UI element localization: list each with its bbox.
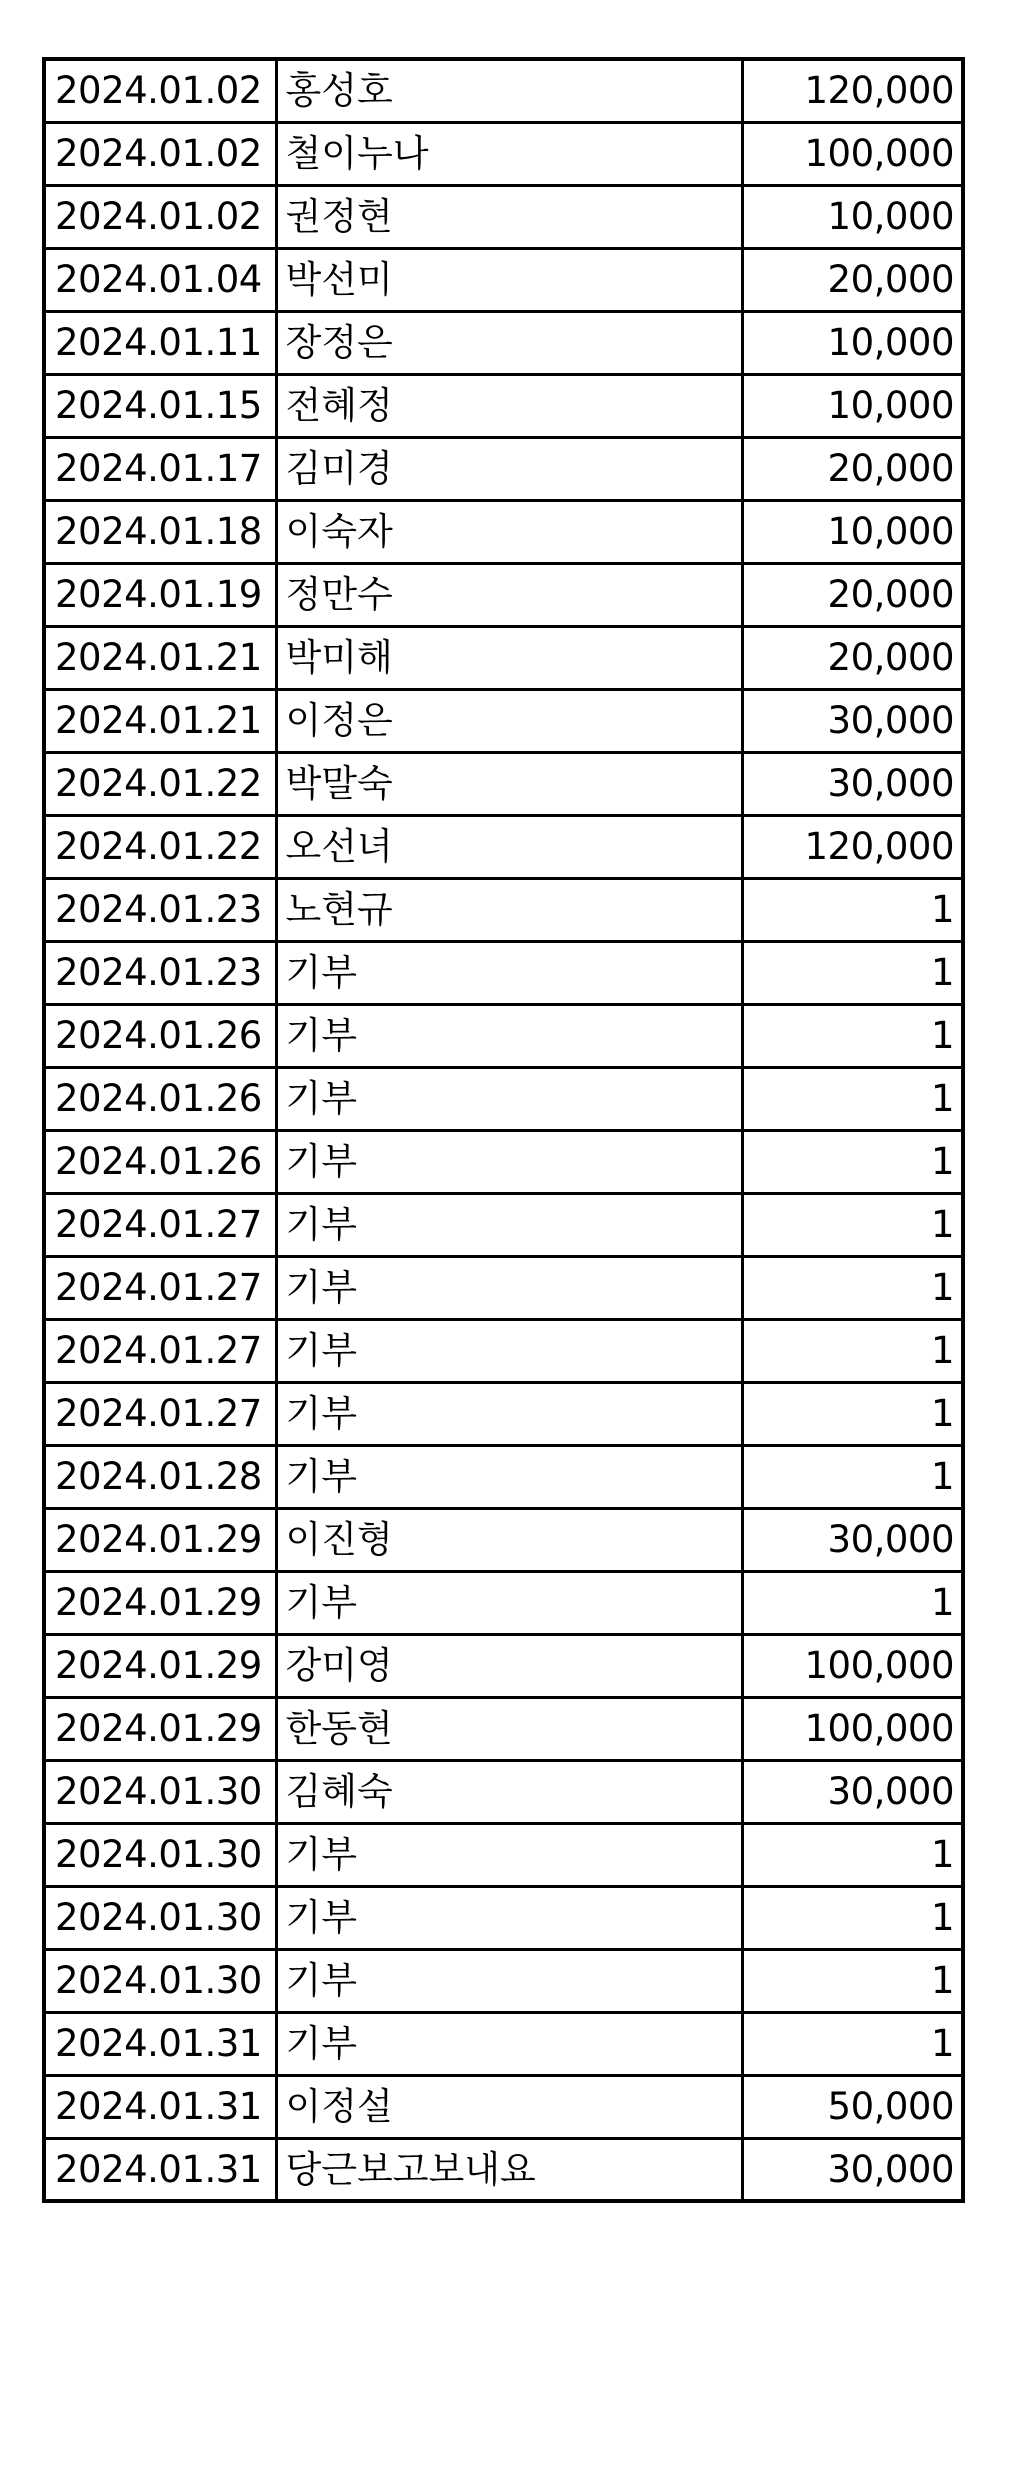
name-cell: 강미영 bbox=[276, 1634, 742, 1697]
amount-cell: 100,000 bbox=[742, 1634, 963, 1697]
table-row bbox=[44, 2012, 963, 2075]
table-row bbox=[44, 1697, 963, 1760]
table-row bbox=[44, 1130, 963, 1193]
name-cell: 박말숙 bbox=[276, 752, 742, 815]
date-cell: 2024.01.17 bbox=[44, 437, 276, 500]
name-cell: 기부 bbox=[276, 1949, 742, 2012]
date-cell: 2024.01.22 bbox=[44, 815, 276, 878]
amount-cell: 1 bbox=[742, 878, 963, 941]
name-cell: 기부 bbox=[276, 1256, 742, 1319]
date-cell: 2024.01.29 bbox=[44, 1634, 276, 1697]
amount-cell: 20,000 bbox=[742, 437, 963, 500]
name-cell: 철이누나 bbox=[276, 122, 742, 185]
date-cell: 2024.01.27 bbox=[44, 1193, 276, 1256]
table-row bbox=[44, 941, 963, 1004]
date-cell: 2024.01.11 bbox=[44, 311, 276, 374]
date-cell: 2024.01.30 bbox=[44, 1823, 276, 1886]
name-cell: 장정은 bbox=[276, 311, 742, 374]
table-row bbox=[44, 500, 963, 563]
name-cell: 기부 bbox=[276, 1445, 742, 1508]
date-cell: 2024.01.18 bbox=[44, 500, 276, 563]
amount-cell: 30,000 bbox=[742, 689, 963, 752]
amount-cell: 100,000 bbox=[742, 1697, 963, 1760]
amount-cell: 1 bbox=[742, 1256, 963, 1319]
amount-cell: 1 bbox=[742, 1571, 963, 1634]
date-cell: 2024.01.30 bbox=[44, 1886, 276, 1949]
date-cell: 2024.01.19 bbox=[44, 563, 276, 626]
amount-cell: 1 bbox=[742, 941, 963, 1004]
table-row bbox=[44, 1949, 963, 2012]
amount-cell: 1 bbox=[742, 1067, 963, 1130]
name-cell: 정만수 bbox=[276, 563, 742, 626]
amount-cell: 1 bbox=[742, 1004, 963, 1067]
amount-cell: 1 bbox=[742, 1319, 963, 1382]
amount-cell: 1 bbox=[742, 1886, 963, 1949]
date-cell: 2024.01.29 bbox=[44, 1697, 276, 1760]
table-row bbox=[44, 374, 963, 437]
amount-cell: 1 bbox=[742, 1382, 963, 1445]
amount-cell: 10,000 bbox=[742, 500, 963, 563]
name-cell: 기부 bbox=[276, 2012, 742, 2075]
donation-ledger-table bbox=[42, 57, 965, 2203]
amount-cell: 20,000 bbox=[742, 248, 963, 311]
date-cell: 2024.01.26 bbox=[44, 1067, 276, 1130]
amount-cell: 1 bbox=[742, 2012, 963, 2075]
date-cell: 2024.01.31 bbox=[44, 2012, 276, 2075]
table-row bbox=[44, 1193, 963, 1256]
date-cell: 2024.01.27 bbox=[44, 1382, 276, 1445]
table-row bbox=[44, 1256, 963, 1319]
table-row bbox=[44, 1823, 963, 1886]
date-cell: 2024.01.27 bbox=[44, 1256, 276, 1319]
table-row bbox=[44, 311, 963, 374]
date-cell: 2024.01.15 bbox=[44, 374, 276, 437]
amount-cell: 1 bbox=[742, 1445, 963, 1508]
date-cell: 2024.01.23 bbox=[44, 878, 276, 941]
date-cell: 2024.01.04 bbox=[44, 248, 276, 311]
ledger-body bbox=[44, 59, 963, 2201]
date-cell: 2024.01.02 bbox=[44, 59, 276, 122]
date-cell: 2024.01.02 bbox=[44, 185, 276, 248]
table-row bbox=[44, 1886, 963, 1949]
amount-cell: 1 bbox=[742, 1193, 963, 1256]
name-cell: 이정설 bbox=[276, 2075, 742, 2138]
amount-cell: 1 bbox=[742, 1130, 963, 1193]
date-cell: 2024.01.27 bbox=[44, 1319, 276, 1382]
table-row bbox=[44, 878, 963, 941]
date-cell: 2024.01.21 bbox=[44, 626, 276, 689]
date-cell: 2024.01.31 bbox=[44, 2075, 276, 2138]
table-row bbox=[44, 1760, 963, 1823]
name-cell: 김혜숙 bbox=[276, 1760, 742, 1823]
name-cell: 한동현 bbox=[276, 1697, 742, 1760]
date-cell: 2024.01.02 bbox=[44, 122, 276, 185]
amount-cell: 20,000 bbox=[742, 626, 963, 689]
table-row bbox=[44, 2075, 963, 2138]
name-cell: 기부 bbox=[276, 1319, 742, 1382]
amount-cell: 1 bbox=[742, 1823, 963, 1886]
name-cell: 이정은 bbox=[276, 689, 742, 752]
date-cell: 2024.01.30 bbox=[44, 1760, 276, 1823]
amount-cell: 100,000 bbox=[742, 122, 963, 185]
name-cell: 박미해 bbox=[276, 626, 742, 689]
name-cell: 이진형 bbox=[276, 1508, 742, 1571]
table-row bbox=[44, 1634, 963, 1697]
amount-cell: 10,000 bbox=[742, 374, 963, 437]
name-cell: 이숙자 bbox=[276, 500, 742, 563]
amount-cell: 10,000 bbox=[742, 311, 963, 374]
table-row bbox=[44, 248, 963, 311]
date-cell: 2024.01.28 bbox=[44, 1445, 276, 1508]
table-row bbox=[44, 1508, 963, 1571]
name-cell: 오선녀 bbox=[276, 815, 742, 878]
table-row bbox=[44, 1445, 963, 1508]
name-cell: 기부 bbox=[276, 1067, 742, 1130]
name-cell: 전혜정 bbox=[276, 374, 742, 437]
name-cell: 기부 bbox=[276, 1382, 742, 1445]
date-cell: 2024.01.21 bbox=[44, 689, 276, 752]
table-row bbox=[44, 1382, 963, 1445]
name-cell: 김미경 bbox=[276, 437, 742, 500]
amount-cell: 30,000 bbox=[742, 1760, 963, 1823]
table-row bbox=[44, 59, 963, 122]
name-cell: 기부 bbox=[276, 1823, 742, 1886]
name-cell: 홍성호 bbox=[276, 59, 742, 122]
amount-cell: 1 bbox=[742, 1949, 963, 2012]
name-cell: 노현규 bbox=[276, 878, 742, 941]
amount-cell: 120,000 bbox=[742, 815, 963, 878]
amount-cell: 30,000 bbox=[742, 752, 963, 815]
date-cell: 2024.01.29 bbox=[44, 1508, 276, 1571]
amount-cell: 10,000 bbox=[742, 185, 963, 248]
name-cell: 당근보고보내요 bbox=[276, 2138, 742, 2201]
amount-cell: 120,000 bbox=[742, 59, 963, 122]
name-cell: 기부 bbox=[276, 1130, 742, 1193]
name-cell: 기부 bbox=[276, 1193, 742, 1256]
table-row bbox=[44, 563, 963, 626]
table-row bbox=[44, 689, 963, 752]
table-row bbox=[44, 815, 963, 878]
name-cell: 기부 bbox=[276, 1004, 742, 1067]
table-row bbox=[44, 437, 963, 500]
date-cell: 2024.01.26 bbox=[44, 1004, 276, 1067]
amount-cell: 20,000 bbox=[742, 563, 963, 626]
name-cell: 기부 bbox=[276, 1886, 742, 1949]
table-row bbox=[44, 185, 963, 248]
table-row bbox=[44, 2138, 963, 2201]
amount-cell: 30,000 bbox=[742, 2138, 963, 2201]
table-row bbox=[44, 1571, 963, 1634]
table-row bbox=[44, 626, 963, 689]
name-cell: 기부 bbox=[276, 1571, 742, 1634]
table-row bbox=[44, 752, 963, 815]
date-cell: 2024.01.31 bbox=[44, 2138, 276, 2201]
amount-cell: 30,000 bbox=[742, 1508, 963, 1571]
table-row bbox=[44, 1067, 963, 1130]
name-cell: 권정현 bbox=[276, 185, 742, 248]
table-row bbox=[44, 1319, 963, 1382]
date-cell: 2024.01.30 bbox=[44, 1949, 276, 2012]
amount-cell: 50,000 bbox=[742, 2075, 963, 2138]
table-row bbox=[44, 122, 963, 185]
name-cell: 기부 bbox=[276, 941, 742, 1004]
name-cell: 박선미 bbox=[276, 248, 742, 311]
date-cell: 2024.01.22 bbox=[44, 752, 276, 815]
table-row bbox=[44, 1004, 963, 1067]
date-cell: 2024.01.29 bbox=[44, 1571, 276, 1634]
date-cell: 2024.01.23 bbox=[44, 941, 276, 1004]
date-cell: 2024.01.26 bbox=[44, 1130, 276, 1193]
